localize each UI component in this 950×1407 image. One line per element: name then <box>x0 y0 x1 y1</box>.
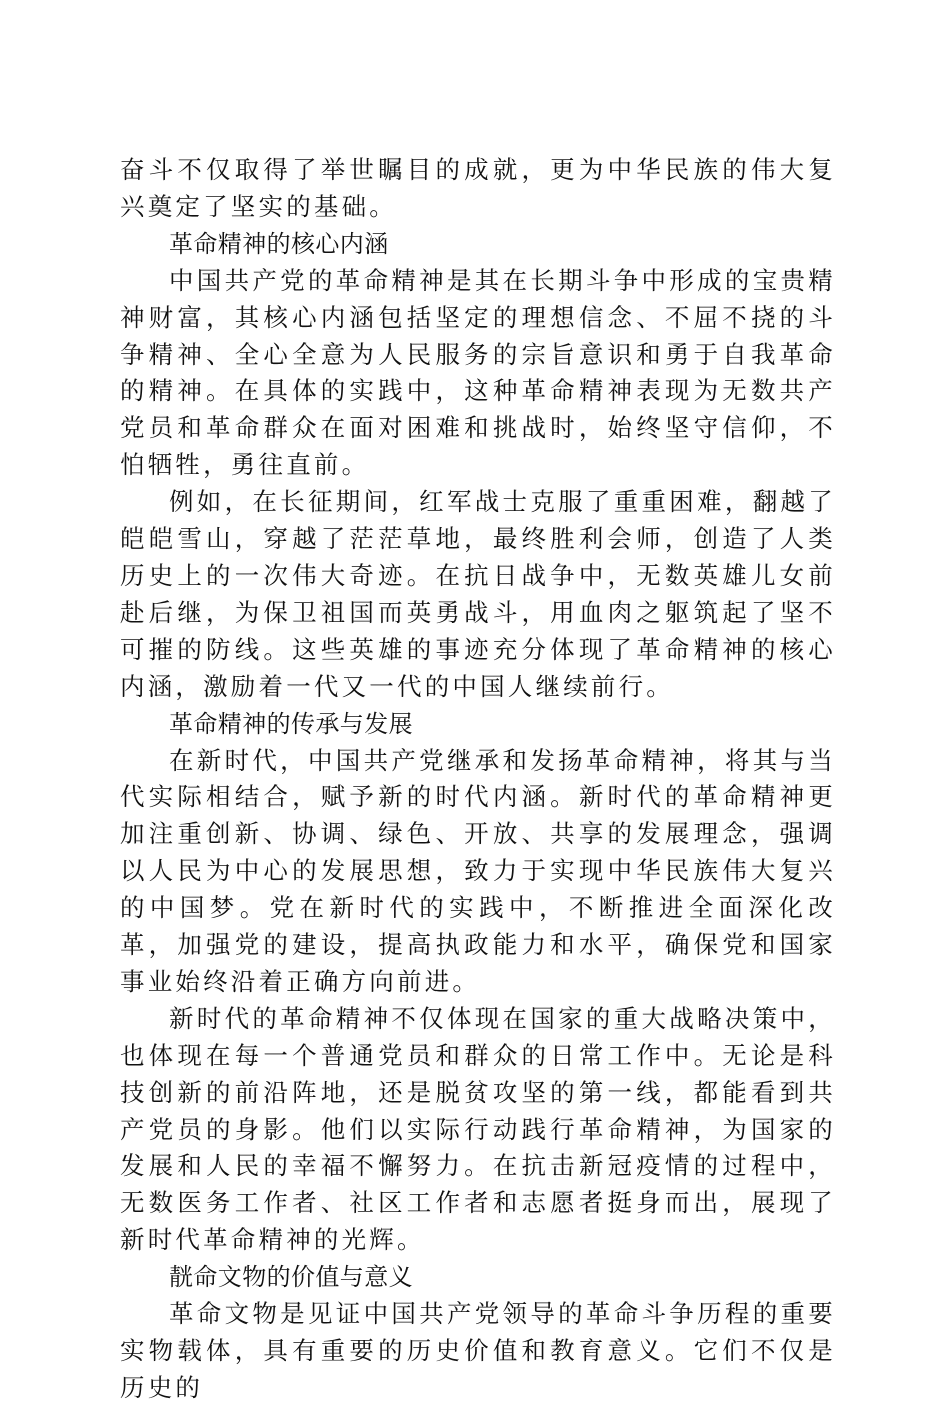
paragraph-core-connotation: 中国共产党的革命精神是其在长期斗争中形成的宝贵精神财富，其核心内涵包括坚定的理想信念、不屈不挠的斗争精神、全心全意为人民服务的宗旨意识和勇于自我革命的精神。在具体的实践中，这种革命精神表现为无数共产党员和革命群众在面对困难和挑战时，始终坚守信仰，不怕牺牲，勇往直前。 <box>120 265 836 480</box>
paragraph-new-era: 在新时代，中国共产党继承和发扬革命精神，将其与当代实际相结合，赋予新的时代内涵。新时代的革命精神更加注重创新、协调、绿色、开放、共享的发展理念，强调以人民为中心的发展思想，致力于实现中华民族伟大复兴的中国梦。党在新时代的实践中，不断推进全面深化改革，加强党的建设，提高执政能力和水平，确保党和国家事业始终沿着正确方向前进。 <box>120 745 836 996</box>
paragraph-relics: 革命文物是见证中国共产党领导的革命斗争历程的重要实物载体，具有重要的历史价值和教育意义。它们不仅是历史的 <box>120 1299 836 1402</box>
paragraph-continuation: 奋斗不仅取得了举世瞩目的成就，更为中华民族的伟大复兴奠定了坚实的基础。 <box>120 155 836 221</box>
paragraph-new-era-practice: 新时代的革命精神不仅体现在国家的重大战略决策中，也体现在每一个普通党员和群众的日常工作中。无论是科技创新的前沿阵地，还是脱贫攻坚的第一线，都能看到共产党员的身影。他们以实际行动践行革命精神，为国家的发展和人民的幸福不懈努力。在抗击新冠疫情的过程中，无数医务工作者、社区工作者和志愿者挺身而出，展现了新时代革命精神的光辉。 <box>120 1003 836 1255</box>
section-heading-core-connotation: 革命精神的核心内涵 <box>169 229 389 258</box>
section-heading-inheritance: 革命精神的传承与发展 <box>169 709 413 738</box>
section-heading-relics: 靗命文物的价值与意义 <box>169 1263 413 1292</box>
document-body <box>120 152 836 1407</box>
paragraph-long-march-example: 例如，在长征期间，红军战士克服了重重困难，翻越了皑皑雪山，穿越了茫茫草地，最终胜利会师，创造了人类历史上的一次伟大奇迹。在抗日战争中，无数英雄儿女前赴后继，为保卫祖国而英勇战斗，用血肉之躯筑起了坚不可摧的防线。这些英雄的事迹充分体现了革命精神的核心内涵，激励着一代又一代的中国人继续前行。 <box>120 487 836 701</box>
